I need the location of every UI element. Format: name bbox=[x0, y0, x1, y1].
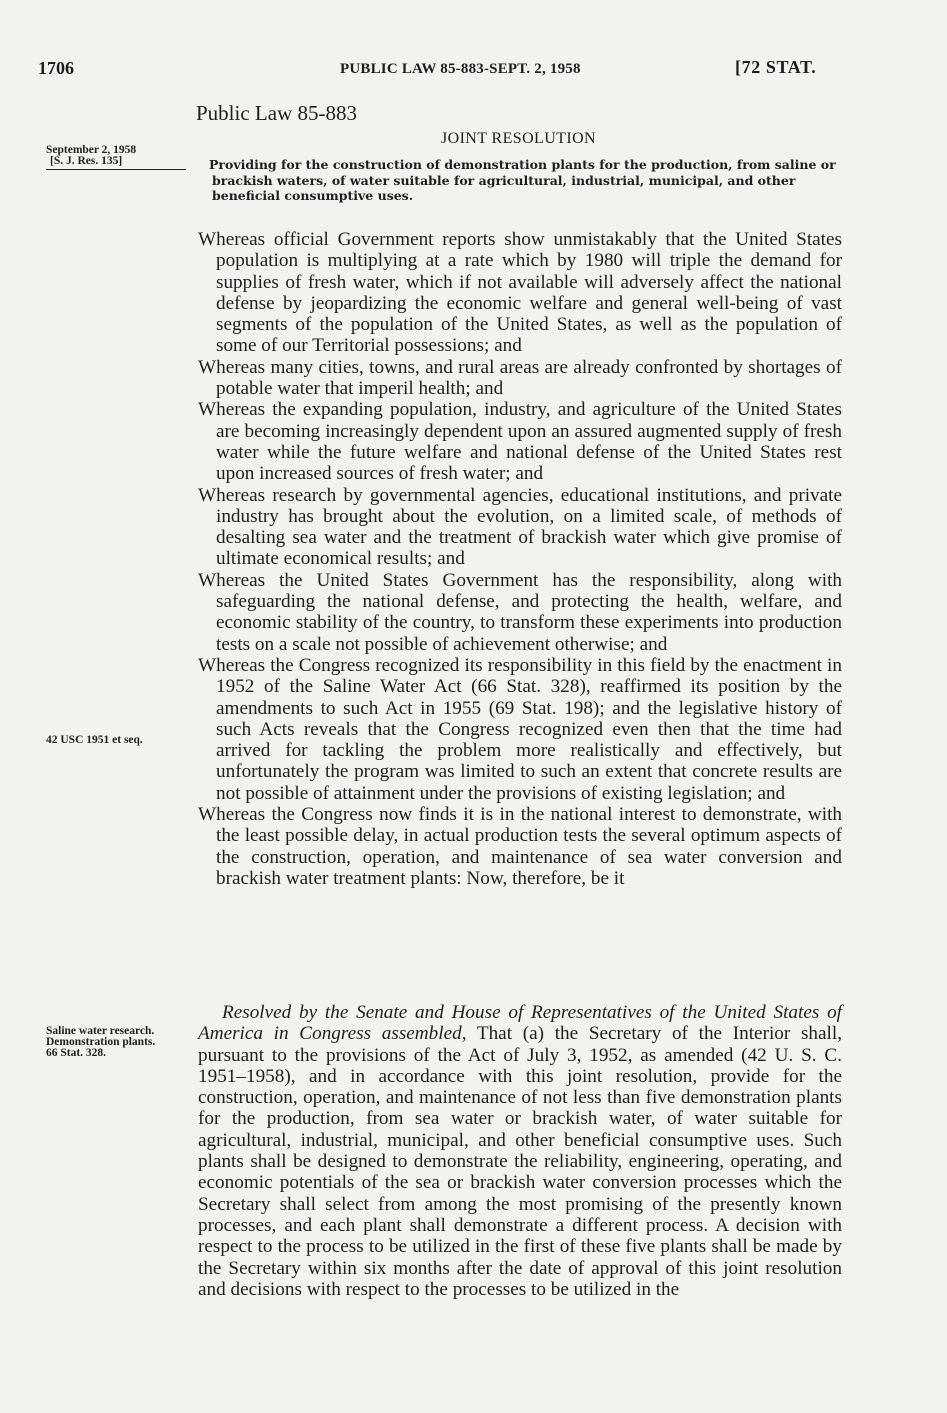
resolved-section bbox=[198, 1002, 842, 1300]
whereas-clause: Whereas official Government reports show unmistakably that the United States population is multiplying at a rate which by 1980 will triple the demand for supplies of fresh water, which if not available will adversely affect the national defense by jeopardizing the economic welfare and general well-being of vast segments of the population of the United States, as well as the population of some of our Territorial possessions; and bbox=[198, 229, 842, 357]
statute-reference: [72 STAT. bbox=[735, 57, 817, 77]
whereas-clause: Whereas the expanding population, industry, and agriculture of the United States are becoming increasingly dependent upon an assured augmented supply of fresh water while the future welfare and national defense of the United States rest upon increased sources of fresh water; and bbox=[198, 399, 842, 485]
margin-note-date bbox=[46, 145, 186, 170]
joint-resolution-heading: JOINT RESOLUTION bbox=[441, 130, 596, 147]
enacting-clause: Resolved by the Senate and House of Representatives of the United States of America in Congress assembled, bbox=[198, 1002, 842, 1045]
law-title: Public Law 85-883 bbox=[196, 101, 357, 125]
margin-saline-research: Saline water research. bbox=[46, 1025, 155, 1037]
whereas-clauses bbox=[198, 229, 842, 889]
margin-date: September 2, 1958 bbox=[46, 144, 137, 156]
purpose-statement: Providing for the construction of demonstration plants for the production, from saline or brackish waters, of water suitable for agricultural, industrial, municipal, and other beneficial consumptive uses. bbox=[209, 157, 836, 203]
whereas-clause: Whereas the Congress now finds it is in the national interest to demonstrate, with the least possible delay, in actual production tests the several optimum aspects of the construction, operation, and maintenance of sea water conversion and brackish water treatment plants: Now, therefore, be it bbox=[198, 804, 842, 889]
whereas-clause: Whereas the United States Government has the responsibility, along with safeguarding the national defense, and protecting the health, welfare, and economic stability of the country, to transform these experiments into production tests on a scale not possible of achievement otherwise; and bbox=[198, 569, 842, 655]
running-title: PUBLIC LAW 85-883-SEPT. 2, 1958 bbox=[340, 61, 581, 77]
margin-note-usc: 42 USC 1951 et seq. bbox=[46, 734, 143, 746]
margin-stat-citation: 66 Stat. 328. bbox=[46, 1047, 107, 1059]
whereas-clause: Whereas the Congress recognized its responsibility in this field by the enactment in 1952 of the Saline Water Act (66 Stat. 328), reaffirmed its position by the amendments to such Act in 1955 (69 Stat. 198); and the legislative history of such Acts reveals that the Congress recognized even then that the time had arrived for tackling the problem more realistically and effectively, but unfortunately the program was limited to such an extent that concrete results are not possible of attainment under the provisions of existing legislation; and bbox=[198, 654, 842, 804]
margin-note-saline bbox=[46, 1026, 186, 1059]
resolution-body: That (a) the Secretary of the Interior shall, pursuant to the provisions of the Act of July 3, 1952, as amended (42 U. S. C. 1951–1958), and in accordance with this joint resolution, provide for the construction, operation, and maintenance of not less than five demonstration plants for the production, from sea water or brackish water, of water suitable for agricultural, industrial, municipal, and other beneficial consumptive uses. Such plants shall be designed to demonstrate the reliability, engineering, operating, and economic potentials of the sea or brackish water conversion processes which the Secretary shall select from among the most promising of the presently known processes, and each plant shall demonstrate a different process. A decision with respect to the process to be utilized in the first of these five plants shall be made by the Secretary within six months after the date of approval of this joint resolution and decisions with respect to the processes to be utilized in the bbox=[198, 1023, 842, 1300]
page-number: 1706 bbox=[38, 58, 74, 78]
margin-resolution-number: [S. J. Res. 135] bbox=[46, 156, 186, 170]
whereas-clause: Whereas many cities, towns, and rural areas are already confronted by shortages of potable water that imperil health; and bbox=[198, 356, 842, 400]
whereas-clause: Whereas research by governmental agencies, educational institutions, and private industry has brought about the evolution, on a limited scale, of methods of desalting sea water and the treatment of brackish water which give promise of ultimate economical results; and bbox=[198, 484, 842, 570]
margin-demonstration-plants: Demonstration plants. bbox=[46, 1036, 156, 1048]
